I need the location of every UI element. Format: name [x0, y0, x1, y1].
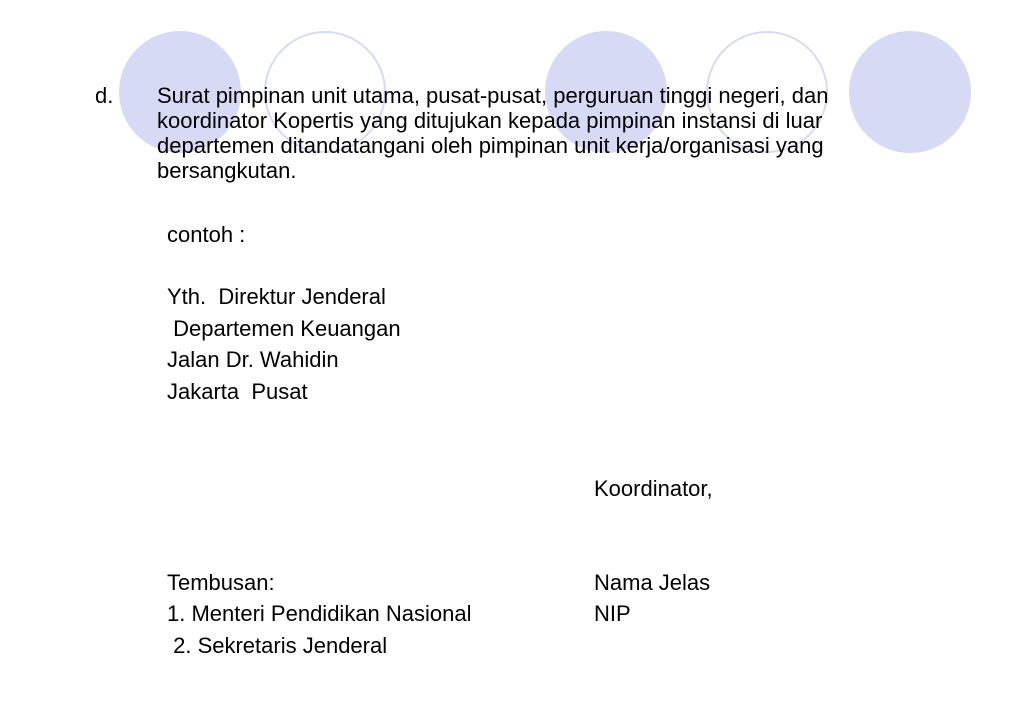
address-line-recipient: Yth. Direktur Jenderal: [167, 284, 386, 309]
address-line-street: Jalan Dr. Wahidin: [167, 347, 339, 372]
signature-nip: NIP: [594, 601, 631, 626]
paragraph-line: Surat pimpinan unit utama, pusat-pusat, perguruan tinggi negeri, dan: [157, 83, 829, 108]
item-paragraph: [157, 83, 977, 183]
signature-name: Nama Jelas: [594, 570, 711, 595]
paragraph-line: departemen ditandatangani oleh pimpinan unit kerja/organisasi yang: [157, 133, 824, 158]
cc-item: 2. Sekretaris Jenderal: [167, 633, 388, 658]
paragraph-line: koordinator Kopertis yang ditujukan kepada pimpinan instansi di luar: [157, 108, 823, 133]
example-label: contoh :: [167, 222, 246, 247]
cc-item: 1. Menteri Pendidikan Nasional: [167, 601, 472, 626]
address-line-department: Departemen Keuangan: [167, 316, 401, 341]
paragraph-line: bersangkutan.: [157, 158, 297, 183]
item-marker: d.: [95, 83, 114, 108]
address-line-city: Jakarta Pusat: [167, 379, 308, 404]
signature-title: Koordinator,: [594, 476, 713, 501]
cc-label: Tembusan:: [167, 570, 275, 595]
